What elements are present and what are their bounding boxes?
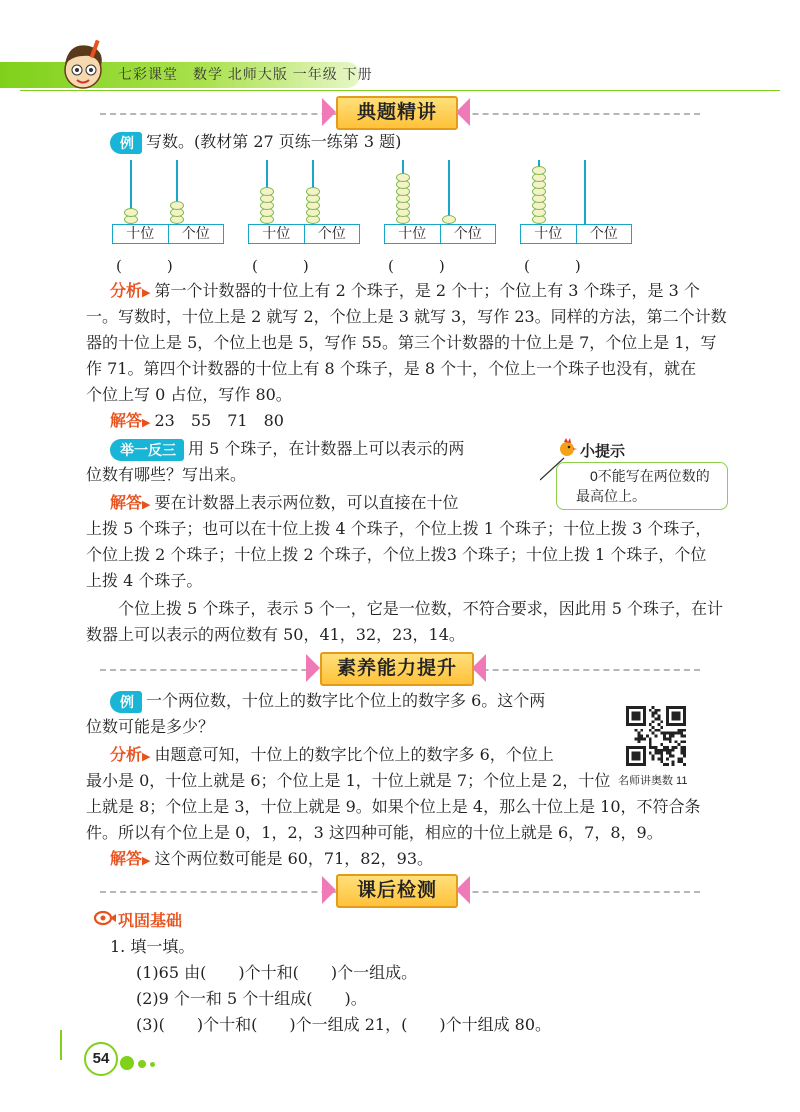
analysis-label: 分析: [110, 747, 143, 764]
bead: [306, 187, 320, 196]
example2-analysis-line-4: 件。所以有个位上是 0，1，2，3 这四种可能，相应的十位上就是 6，7，8，9。: [86, 823, 663, 842]
qr-caption: 名师讲奥数 11: [618, 775, 688, 787]
example-tag: 例: [110, 691, 142, 713]
analysis-label: 分析: [110, 283, 143, 300]
example1-prompt: [110, 129, 401, 155]
bead: [260, 187, 274, 196]
banner-title: 典题精讲: [336, 96, 458, 130]
example1-analysis-line-3: 器的十位上是 5，个位上也是 5，写作 55。第三个计数器的十位上是 7，个位上是 1，写: [86, 333, 717, 352]
header-divider: [20, 90, 780, 91]
example1-analysis-line-2: 一。写数时，十位上是 2 就写 2，个位上是 3 就写 3，写作 23。同样的方法，第二个计数: [86, 307, 727, 326]
ones-label: 个位: [181, 226, 210, 242]
example2-analysis-line-3: 上就是 8；个位上是 3，十位上就是 9。如果个位上是 4，那么十位上是 10，不符合条: [86, 797, 701, 816]
answer-label: 解答: [110, 413, 143, 430]
analysis-text: 第一个计数器的十位上有 2 个珠子，是 2 个十；个位上有 3 个珠子，是 3 个: [154, 281, 700, 300]
answer-blank-2: ( ): [252, 257, 309, 275]
abacus-2: [248, 160, 360, 260]
example1-analysis-line-4: 作 71。第四个计数器的十位上有 8 个珠子，是 8 个十，个位上一个珠子也没有，就在: [86, 359, 697, 378]
answer-blank-4: ( ): [524, 257, 581, 275]
tip-body: [576, 466, 710, 506]
bead: [124, 208, 138, 217]
eye-bullet-icon: [94, 910, 116, 926]
page-number: 54: [84, 1042, 118, 1076]
qr-code-icon: [626, 706, 686, 766]
example1-prompt-text: 写数。(教材第 27 页练一练第 3 题): [146, 132, 402, 151]
rooster-icon: [556, 436, 578, 458]
place-value-table: [248, 224, 360, 244]
triangle-icon: ▶: [142, 416, 151, 429]
bead: [396, 173, 410, 182]
banner-title: 课后检测: [336, 874, 458, 908]
banner-title: 素养能力提升: [320, 652, 474, 686]
practice-line-1: [110, 436, 464, 462]
example2-line-2: 位数可能是多少？: [86, 717, 215, 736]
header-title: 七彩课堂 数学 北师大版 一年级 下册: [118, 66, 373, 82]
abacus-1: [112, 160, 224, 260]
question-1-item-1: (1)65 由( )个十和( )个一组成。: [136, 963, 418, 982]
triangle-icon: ▶: [142, 498, 151, 511]
answer-label: 解答: [110, 495, 143, 512]
answer-text: 要在计数器上表示两位数，可以直接在十位: [154, 493, 459, 512]
bead: [170, 201, 184, 210]
ones-rod: [584, 160, 586, 224]
footer-dot-medium: [138, 1060, 146, 1068]
place-value-table: [520, 224, 632, 244]
bead: [442, 215, 456, 224]
answer-text: 23 55 71 80: [154, 411, 284, 430]
example1-answer: [110, 408, 284, 436]
section-banner-dianti: [100, 96, 700, 130]
footer-dot-large: [120, 1056, 134, 1070]
practice-answer-line-6: 数器上可以表示的两位数有 50，41，32，23，14。: [86, 625, 465, 644]
place-value-table: [384, 224, 496, 244]
ones-label: 个位: [317, 226, 346, 242]
tens-label: 十位: [113, 225, 169, 243]
example2-analysis-line-1: [110, 742, 554, 770]
practice-answer-line-4: 上拨 4 个珠子。: [86, 571, 203, 590]
tip-title: 小提示: [580, 443, 626, 460]
analysis-text: 由题意可知，十位上的数字比个位上的数字多 6，个位上: [154, 745, 554, 764]
example1-analysis-line-5: 个位上写 0 占位，写作 80。: [86, 385, 292, 404]
question-1-item-2: (2)9 个一和 5 个十组成( )。: [136, 989, 367, 1008]
tens-label: 十位: [385, 225, 441, 243]
practice-tag: 举一反三: [110, 439, 184, 461]
footer-dot-small: [150, 1062, 155, 1067]
answer-blank-1: ( ): [116, 257, 173, 275]
example2-analysis-line-2: 最小是 0，十位上就是 6；个位上是 1，十位上就是 7；个位上是 2，十位: [86, 771, 611, 790]
abacus-4: [520, 160, 632, 260]
practice-answer-line-1: [110, 490, 459, 518]
practice-line-2: 位数有哪些？写出来。: [86, 465, 247, 484]
footer-divider: [60, 1030, 62, 1060]
example2-answer: [110, 846, 433, 874]
practice-text: 用 5 个珠子，在计数器上可以表示的两: [188, 439, 465, 458]
example2-line-1: [110, 688, 545, 714]
answer-text: 这个两位数可能是 60，71，82，93。: [154, 849, 434, 868]
tens-label: 十位: [249, 225, 305, 243]
triangle-icon: ▶: [142, 286, 151, 299]
mascot-icon: [55, 38, 111, 94]
place-value-table: [112, 224, 224, 244]
tip-line-2: 最高位上。: [576, 488, 646, 504]
question-1-item-3: (3)( )个十和( )个一组成 21，( )个十组成 80。: [136, 1015, 552, 1034]
example2-text: 一个两位数，十位上的数字比个位上的数字多 6。这个两: [146, 691, 546, 710]
example1-analysis-line-1: [110, 278, 700, 306]
section-banner-suyang: [100, 652, 700, 686]
triangle-icon: ▶: [142, 750, 151, 763]
bead: [532, 166, 546, 175]
answer-blank-3: ( ): [388, 257, 445, 275]
sub-heading: 巩固基础: [118, 913, 183, 930]
question-1-title: 1. 填一填。: [110, 937, 195, 956]
practice-answer-line-3: 个位上拨 2 个珠子；十位上拨 2 个珠子，个位上拨3 个珠子；十位上拨 1 个珠子，个位: [86, 545, 707, 564]
abacus-3: [384, 160, 496, 260]
tip-line-1: 0不能写在两位数的: [590, 468, 710, 484]
practice-answer-line-2: 上拨 5 个珠子；也可以在十位上拨 4 个珠子，个位上拨 1 个珠子；十位上拨 3 个珠子，: [86, 519, 712, 538]
ones-label: 个位: [453, 226, 482, 242]
answer-label: 解答: [110, 851, 143, 868]
tens-label: 十位: [521, 225, 577, 243]
ones-label: 个位: [589, 226, 618, 242]
section-banner-kehou: [100, 874, 700, 908]
triangle-icon: ▶: [142, 854, 151, 867]
practice-answer-line-5: 个位上拨 5 个珠子，表示 5 个一，它是一位数，不符合要求，因此用 5 个珠子，在计: [118, 599, 724, 618]
example-tag: 例: [110, 132, 142, 154]
